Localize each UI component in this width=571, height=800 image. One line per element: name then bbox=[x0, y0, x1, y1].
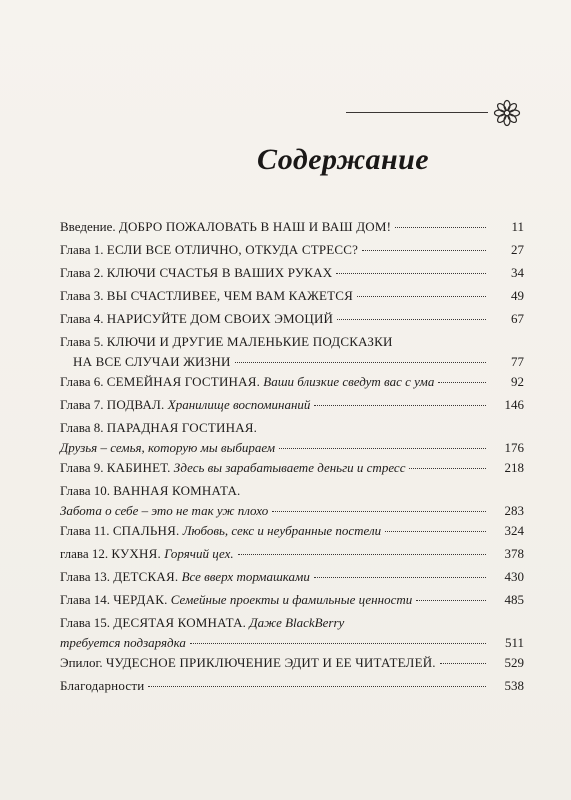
chapter-title: ПОДВАЛ. bbox=[106, 397, 165, 412]
page-number: 176 bbox=[504, 440, 524, 455]
chapter-title: ПАРАДНАЯ ГОСТИНАЯ. bbox=[106, 420, 258, 435]
chapter-subtitle: Хранилище воспоминаний bbox=[167, 397, 311, 412]
leader-dots bbox=[279, 448, 486, 449]
chapter-title: СЕМЕЙНАЯ ГОСТИНАЯ. bbox=[106, 374, 261, 389]
leader-dots bbox=[385, 531, 486, 532]
toc-entry bbox=[60, 265, 524, 288]
toc-entry bbox=[60, 655, 524, 678]
chapter-title: ЕСЛИ ВСЕ ОТЛИЧНО, ОТКУДА СТРЕСС? bbox=[106, 242, 359, 257]
chapter-subtitle: Друзья – семья, которую мы выбираем bbox=[60, 440, 276, 455]
chapter-title: КЛЮЧИ И ДРУГИЕ МАЛЕНЬКИЕ ПОДСКАЗКИ bbox=[106, 334, 393, 349]
chapter-title: ЧЕРДАК. bbox=[113, 592, 168, 607]
toc-entry bbox=[60, 523, 524, 546]
chapter-number: Глава 7. bbox=[60, 397, 107, 412]
leader-dots bbox=[272, 511, 486, 512]
chapter-title: ДЕСЯТАЯ КОМНАТА. bbox=[113, 615, 247, 630]
page-number: 11 bbox=[511, 219, 524, 234]
toc-entry bbox=[60, 311, 524, 334]
toc-entry-heading bbox=[60, 655, 436, 671]
page-number: 430 bbox=[504, 569, 524, 584]
chapter-title-continued: НА ВСЕ СЛУЧАИ ЖИЗНИ bbox=[73, 354, 231, 369]
chapter-subtitle: Ваши близкие сведут вас с ума bbox=[263, 374, 435, 389]
chapter-title: ВАННАЯ КОМНАТА. bbox=[113, 483, 241, 498]
page-number: 49 bbox=[511, 288, 524, 303]
toc-entry-heading bbox=[60, 374, 434, 390]
chapter-number: Глава 10. bbox=[60, 483, 114, 498]
toc-entry-heading bbox=[60, 288, 353, 304]
chapter-title: СПАЛЬНЯ. bbox=[112, 523, 180, 538]
chapter-number: Глава 3. bbox=[60, 288, 107, 303]
chapter-number: Глава 11. bbox=[60, 523, 113, 538]
page-number: 324 bbox=[504, 523, 524, 538]
chapter-title: ДЕТСКАЯ. bbox=[113, 569, 179, 584]
chapter-number: Введение. bbox=[60, 219, 119, 234]
toc-entry-heading bbox=[60, 460, 405, 476]
leader-dots bbox=[314, 577, 486, 578]
chapter-subtitle: Здесь вы зарабатываете деньги и стресс bbox=[173, 460, 406, 475]
toc-entry-heading bbox=[60, 219, 391, 235]
chapter-subtitle: Все вверх тормашками bbox=[181, 569, 310, 584]
chapter-title: ВЫ СЧАСТЛИВЕЕ, ЧЕМ ВАМ КАЖЕТСЯ bbox=[106, 288, 353, 303]
leader-dots bbox=[440, 663, 486, 664]
page-number: 283 bbox=[504, 503, 524, 518]
chapter-number: Глава 5. bbox=[60, 334, 107, 349]
page-number: 92 bbox=[511, 374, 524, 389]
page-number: 529 bbox=[504, 655, 524, 670]
chapter-title: Благодарности bbox=[60, 678, 145, 693]
toc-entry-heading bbox=[60, 265, 332, 281]
chapter-title: КЛЮЧИ СЧАСТЬЯ В ВАШИХ РУКАХ bbox=[106, 265, 333, 280]
chapter-subtitle: Забота о себе – это не так уж плохо bbox=[60, 503, 269, 518]
leader-dots bbox=[416, 600, 486, 601]
page-number: 485 bbox=[504, 592, 524, 607]
toc-entry-heading bbox=[60, 334, 393, 350]
chapter-number: Глава 4. bbox=[60, 311, 107, 326]
toc-entry-heading bbox=[60, 615, 344, 631]
table-of-contents bbox=[60, 219, 524, 701]
page-number: 538 bbox=[504, 678, 524, 693]
toc-entry bbox=[60, 615, 524, 655]
leader-dots bbox=[235, 362, 486, 363]
toc-entry-heading bbox=[60, 483, 240, 499]
toc-entry-heading bbox=[60, 397, 310, 413]
leader-dots bbox=[336, 273, 486, 274]
chapter-number: Глава 1. bbox=[60, 242, 107, 257]
toc-entry-heading bbox=[60, 592, 412, 608]
page-title: Содержание bbox=[257, 143, 430, 176]
toc-entry bbox=[60, 242, 524, 265]
toc-entry bbox=[60, 546, 524, 569]
chapter-number: Глава 6. bbox=[60, 374, 107, 389]
leader-dots bbox=[148, 686, 486, 687]
toc-entry bbox=[60, 420, 524, 460]
page-number: 378 bbox=[504, 546, 524, 561]
chapter-subtitle: Даже BlackBerry bbox=[249, 615, 345, 630]
chapter-title: НАРИСУЙТЕ ДОМ СВОИХ ЭМОЦИЙ bbox=[106, 311, 334, 326]
toc-entry bbox=[60, 288, 524, 311]
leader-dots bbox=[190, 643, 486, 644]
toc-entry-heading bbox=[60, 523, 381, 539]
chapter-title: КАБИНЕТ. bbox=[106, 460, 171, 475]
leader-dots bbox=[362, 250, 486, 251]
toc-entry bbox=[60, 678, 524, 701]
chapter-number: Эпилог. bbox=[60, 655, 106, 670]
page-number: 218 bbox=[504, 460, 524, 475]
chapter-title: КУХНЯ. bbox=[111, 546, 161, 561]
chapter-title: ДОБРО ПОЖАЛОВАТЬ В НАШ И ВАШ ДОМ! bbox=[118, 219, 392, 234]
leader-dots bbox=[438, 382, 486, 383]
page-number: 34 bbox=[511, 265, 524, 280]
toc-entry-heading bbox=[60, 569, 310, 585]
toc-entry bbox=[60, 592, 524, 615]
toc-entry-heading bbox=[60, 678, 144, 694]
toc-entry-heading bbox=[60, 546, 234, 562]
leader-dots bbox=[357, 296, 486, 297]
page-number: 511 bbox=[504, 635, 524, 650]
page-number: 67 bbox=[511, 311, 524, 326]
toc-entry-heading bbox=[60, 242, 358, 258]
page-number: 146 bbox=[504, 397, 524, 412]
toc-entry bbox=[60, 569, 524, 592]
chapter-title: ЧУДЕСНОЕ ПРИКЛЮЧЕНИЕ ЭДИТ И ЕЕ ЧИТАТЕЛЕЙ. bbox=[105, 655, 436, 670]
leader-dots bbox=[314, 405, 486, 406]
toc-entry bbox=[60, 374, 524, 397]
chapter-number: Глава 2. bbox=[60, 265, 107, 280]
toc-entry bbox=[60, 397, 524, 420]
toc-entry bbox=[60, 460, 524, 483]
chapter-subtitle: Семейные проекты и фамильные ценности bbox=[170, 592, 413, 607]
chapter-number: Глава 13. bbox=[60, 569, 114, 584]
chapter-number: глава 12. bbox=[60, 546, 112, 561]
toc-entry bbox=[60, 219, 524, 242]
leader-dots bbox=[238, 554, 486, 555]
chapter-subtitle: Любовь, секс и неубранные постели bbox=[182, 523, 382, 538]
page-number: 27 bbox=[511, 242, 524, 257]
flower-ornament-icon bbox=[492, 98, 522, 128]
toc-entry bbox=[60, 334, 524, 374]
toc-entry-heading bbox=[60, 420, 257, 436]
header-rule bbox=[346, 112, 488, 113]
leader-dots bbox=[409, 468, 486, 469]
chapter-subtitle-continued: требуется подзарядка bbox=[60, 635, 186, 650]
chapter-number: Глава 8. bbox=[60, 420, 107, 435]
chapter-number: Глава 9. bbox=[60, 460, 107, 475]
leader-dots bbox=[395, 227, 486, 228]
page-number: 77 bbox=[511, 354, 524, 369]
toc-entry bbox=[60, 483, 524, 523]
chapter-subtitle: Горячий цех. bbox=[164, 546, 234, 561]
chapter-number: Глава 14. bbox=[60, 592, 114, 607]
leader-dots bbox=[337, 319, 486, 320]
toc-entry-heading bbox=[60, 311, 333, 327]
chapter-number: Глава 15. bbox=[60, 615, 114, 630]
